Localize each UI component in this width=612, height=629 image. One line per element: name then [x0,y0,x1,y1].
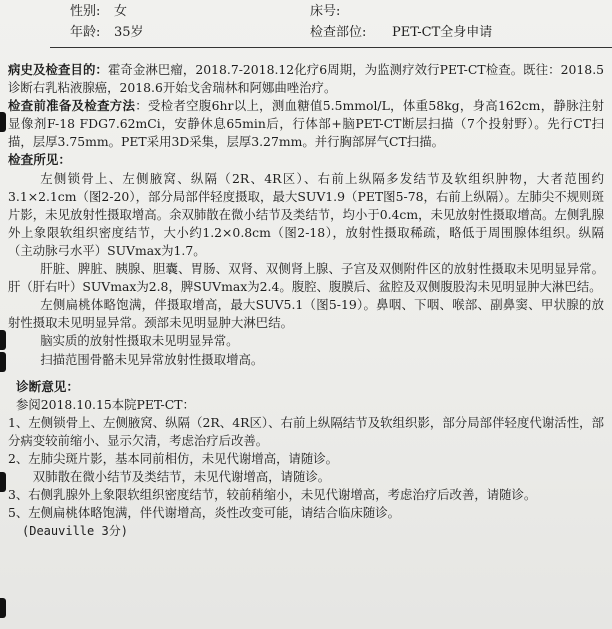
diagnosis-heading: 诊断意见： [16,378,79,394]
age-value: 35岁 [114,25,144,40]
history-text: 霍奇金淋巴瘤，2018.7-2018.12化疗6周期，为监测疗效行PET-CT检查。既往：2018.5诊断右乳粘液腺癌，2018.6开始戈舍瑞林和阿娜曲唑治疗。 [8,62,605,96]
punch-hole [0,330,6,350]
history-section [8,61,604,97]
deauville-score: (Deauville 3分) [22,524,128,539]
punch-hole [0,598,6,618]
report-body [8,53,604,540]
findings-heading: 检查所见： [8,152,71,168]
diagnosis-item: 2、左肺尖斑片影，基本同前相仿，未见代谢增高，请随诊。 [8,450,339,466]
age-label: 年龄: [70,25,101,40]
punch-hole [0,112,6,132]
prep-text: ：受检者空腹6hr以上，测血糖值5.5mmol/L，体重58kg，身高162cm，静脉注射显像剂F-18 FDG7.62mCi，安静休息65min后，行体部+脑PET-CT断层扫描（7个投射野）。先行CT扫描，层厚3.75mm。PET采用3D采集，层厚3.27mm。并行胸部屏气CT扫描。 [8,98,604,150]
punch-hole [0,472,6,492]
report-header [0,0,612,48]
bed-label: 床号: [310,4,341,19]
header-divider [50,47,612,48]
exam-site-label: 检查部位: [310,25,367,40]
diagnosis-item: 3、右侧乳腺外上象限软组织密度结节，较前稍缩小，未见代谢增高，考虑治疗后改善，请随诊。 [8,487,537,503]
findings-paragraph: 左侧扁桃体略饱满，伴摄取增高，最大SUV5.1（图5-19）。鼻咽、下咽、喉部、副鼻窦、甲状腺的放射性摄取未见明显异常。颈部未见明显肿大淋巴结。 [8,297,604,331]
findings-paragraph: 肝脏、脾脏、胰腺、胆囊、胃肠、双肾、双侧肾上腺、子宫及双侧附件区的放射性摄取未见明显异常。肝（肝右叶）SUVmax为2.8，脾SUVmax为2.4。腹腔、腹膜后、盆腔及双侧腹股沟未见明显肿大淋巴结。 [8,261,604,295]
diagnosis-item: 双肺散在微小结节及类结节，未见代谢增高，请随诊。 [32,469,331,485]
prep-section [8,97,604,151]
gender-label: 性别: [70,4,101,19]
punch-hole [0,352,6,372]
findings-paragraph: 脑实质的放射性摄取未见明显异常。 [40,333,239,349]
diagnosis-reference: 参阅2018.10.15本院PET-CT： [16,396,195,412]
prep-label: 检查前准备及检查方法 [8,98,136,114]
diagnosis-item: 1、左侧锁骨上、左侧腋窝、纵隔（2R、4R区）、右前上纵隔结节及软组织影，部分局部伴轻度代谢活性，部分病变较前缩小、显示欠清，考虑治疗后改善。 [8,414,604,448]
findings-paragraph: 扫描范围骨骼未见异常放射性摄取增高。 [40,351,264,367]
findings-paragraph: 左侧锁骨上、左侧腋窝、纵隔（2R、4R区）、右前上纵隔多发结节及软组织肿物，大者范围约3.1×2.1cm（图2-20），部分局部伴轻度摄取，最大SUV1.9（PET图5-78，右前上纵隔）。左肺尖不规则斑片影，未见放射性摄取增高。余双肺散在微小结节及类结节，均小于0.4cm，未见放射性摄取增高。左侧乳腺外上象限软组织密度结节，大小约1.2×0.8cm（图2-18），放射性摄取稀疏，略低于周围腺体组织。纵隔（主动脉弓水平）SUVmax为1.7。 [8,170,604,258]
history-label: 病史及检查目的： [8,62,108,77]
gender-value: 女 [114,4,128,19]
diagnosis-item: 5、左侧扁桃体略饱满，伴代谢增高，炎性改变可能，请结合临床随诊。 [8,505,400,521]
exam-site-value: PET-CT全身申请 [392,25,493,40]
